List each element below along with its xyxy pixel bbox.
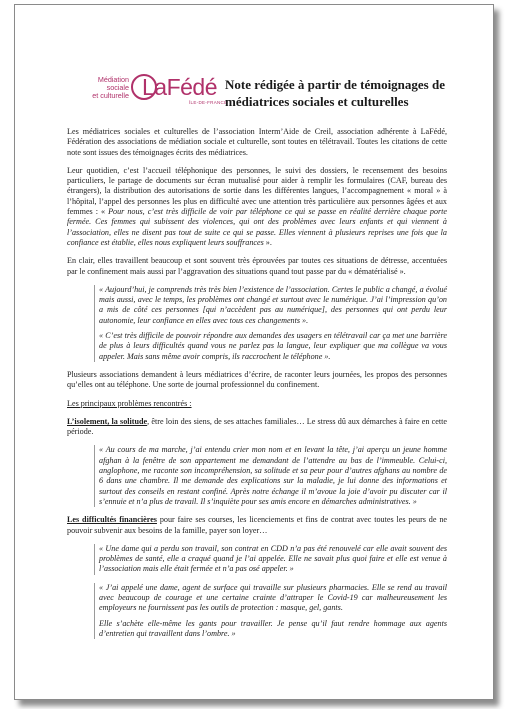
- quote-block: [94, 445, 447, 507]
- quote-block: [94, 583, 447, 639]
- journal-paragraph: Plusieurs associations demandent à leurs médiatrices d’écrire, de raconter leurs journées, les propos des personnes qu’elles ont au téléphone. Une sorte de journal professionnel du confinement.: [67, 369, 447, 390]
- logo-region: ÎLE-DE-FRANCE: [189, 100, 228, 105]
- isolation-paragraph: L’isolement, la solitude, être loin des siens, de ses attaches familiales… Le stress dû aux démarches à faire en cette période.: [67, 416, 448, 437]
- quote-block: [94, 285, 447, 362]
- logo-brand: LaFédé: [142, 74, 218, 100]
- lafede-logo: [73, 73, 243, 117]
- quote-text: « Aujourd’hui, je comprends très très bien l’existence de l’association. Certes le public a changé, a évolué mais aussi, avec le temps, les problèmes ont changé et surtout avec le numérique. J’ai l’impression qu’on a mis de côté ces personnes [qui n’accèdent pas au numérique], des personnes qui ont perdu leur autonomie, leur confiance en elles avec tous ces changements ».: [99, 284, 447, 325]
- financial-paragraph: Les difficultés financières pour faire ses courses, les licenciements et fins de contrat avec toutes les peurs de ne pouvoir subvenir aux besoins de la famille, payer son loyer…: [67, 515, 448, 535]
- quote-text: « C’est très difficile de pouvoir répondre aux demandes des usagers en télétravail car ça met une barrière de plus à leurs difficultés quand vous ne parlez pas la langue, leur expliquer que ma collègue va vous appeler. Mais sans même avoir compris, ils raccrochent le téléphone ».: [99, 331, 447, 361]
- logo-tagline: Médiation sociale et culturelle: [92, 75, 129, 100]
- problems-heading: Les principaux problèmes rencontrés :: [67, 398, 192, 408]
- quote-block: [94, 544, 447, 575]
- quote-text: « Une dame qui a perdu son travail, son contrat en CDD n’a pas été renouvelé car elle avait souvent des problèmes de santé, elle a craqué quand je l’ai appelée. Elle ne savait plus quoi faire et elle est venue à l’association mais elle était fermée et n’a pas osé appeler. »: [99, 543, 447, 574]
- quote-text: « J’ai appelé une dame, agent de surface qui travaille sur plusieurs pharmacies. Elle se rend au travail avec beaucoup de courage et une certaine crainte d’attraper le Covid-19 car malheureusement les employeurs ne fournissent pas les outils de protection : masque, gel, gants.: [99, 582, 447, 613]
- summary-paragraph: En clair, elles travaillent beaucoup et sont souvent très éprouvées par toutes ces situations de détresse, accentuées par le confinement mais aussi par l’aggravation des situations quand tout passe par du « dématérialisé ».: [67, 256, 447, 276]
- document-body: [67, 127, 447, 647]
- daily-paragraph: Leur quotidien, c’est l’accueil téléphonique des personnes, le suivi des dossiers, le recensement des besoins particuliers, le partage de documents sur écran mutualisé pour aider à remplir les formulaires (CAF, bureau des étrangers), la distribution des autorisations de sortie dans les différentes langues, l’accompagnement « moral » à l’hôpital, l’appel des personnes les plus en difficulté avec une attention très particulière aux personnes âgées et aux femmes : « Pour nous, c’est très difficile de voir par téléphone ce qui se passe en réalité derrière chaque porte fermée. Ces femmes qui subissent des violences, qui ont des problèmes avec leurs enfants et qui viennent à l’association, elles ne disent pas tout de suite ce qui se passe. Elles viennent à plusieurs reprises une fois que la confiance est établie, elles nous expliquent leurs souffrances ».: [67, 165, 447, 247]
- quote-text: Elle s’achète elle-même les gants pour travailler. Je pense qu’il faut rendre hommage aux agents d’entretien qui travaillent dans l’ombre. »: [99, 618, 447, 638]
- intro-paragraph: Les médiatrices sociales et culturelles de l’association Interm’Aide de Creil, association adhérente à LaFédé, Fédération des associations de médiation sociale et culturelle, sont toutes en télétravail. Toutes les citations de cette note sont issues des témoignages écrits des médiatrices.: [67, 127, 447, 157]
- document-title: Note rédigée à partir de témoignages de médiatrices sociales et culturelles: [225, 77, 445, 109]
- document-page: [14, 4, 494, 700]
- quote-text: « Au cours de ma marche, j’ai entendu crier mon nom et en levant la tête, j’ai aperçu un jeune homme afghan à la fenêtre de son appartement me demandant de l’attendre au bas de l’immeuble. Celui-ci, anglophone, me raconte son incompréhension, sa solitude et sa peur pour d’autres afghans au nombre de 6 dans une chambre. Il me demande des explications sur la maladie, je lui donne des informations et surtout des conseils en restant confiné. Après notre échange il m’avoue la joie d’avoir pu discuter car il s’ennuie et n’a plus de travail. Il s’inquiète pour ses amis encore en démarches administratives. »: [99, 445, 447, 506]
